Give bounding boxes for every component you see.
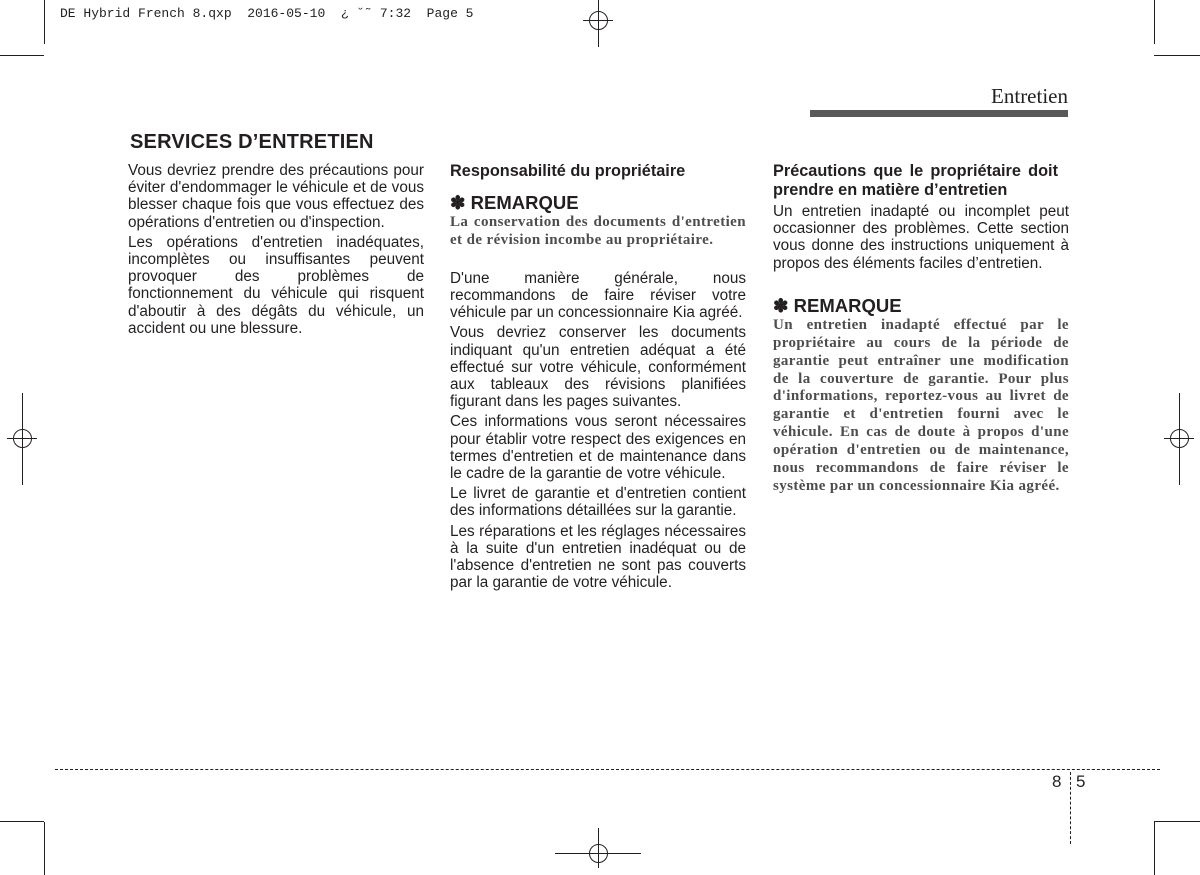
registration-line bbox=[598, 828, 599, 838]
paragraph: Un entretien inadapté ou incomplet peut occasionner des problèmes. Cette section vous donne des instructions uniquement à propos des éléments faciles d’entretien. bbox=[773, 203, 1069, 272]
crop-mark bbox=[44, 822, 45, 875]
section-title: SERVICES D’ENTRETIEN bbox=[130, 131, 374, 153]
registration-line bbox=[598, 0, 599, 5]
column-3 bbox=[773, 162, 1069, 496]
header-bar bbox=[810, 110, 1068, 117]
column-heading: Précautions que le propriétaire doit prendre en matière d’entretien bbox=[773, 162, 1058, 199]
paragraph: Les opérations d'entretien inadéquates, incomplètes ou insuffisantes peuvent provoquer des problèmes de fonctionnement du véhicule qui risquent d'aboutir à des dégâts du véhicule, un accident ou une blessure. bbox=[128, 233, 424, 337]
print-slug: DE Hybrid French 8.qxp 2016-05-10 ¿ ˘˜ 7:32 Page 5 bbox=[60, 6, 474, 21]
column-2 bbox=[450, 162, 746, 594]
paragraph: Le livret de garantie et d'entretien contient des informations détaillées sur la garantie. bbox=[450, 485, 746, 520]
registration-line bbox=[598, 35, 599, 47]
crop-mark bbox=[1154, 55, 1200, 56]
registration-mark-icon bbox=[7, 423, 37, 453]
paragraph: D'une manière générale, nous recommandons de faire réviser votre véhicule par un concessionnaire Kia agréé. bbox=[450, 269, 746, 322]
footer-rule bbox=[55, 769, 1160, 770]
crop-mark bbox=[1154, 0, 1155, 44]
registration-line bbox=[22, 393, 23, 423]
crop-mark bbox=[44, 0, 45, 44]
remark-title: ✽ REMARQUE bbox=[450, 192, 579, 213]
column-heading: Responsabilité du propriétaire bbox=[450, 162, 686, 180]
remark-text: Un entretien inadapté effectué par le propriétaire au cours de la période de garantie peut entraîner une modification de la couverture de garantie. Pour plus d'informations, reportez-vous au livret de garantie et d'entretien fourni avec le véhicule. En cas de doute à propos d'une opération d'entretien ou de maintenance, nous recommandons de faire réviser le système par un concessionnaire Kia agréé. bbox=[773, 316, 1069, 494]
registration-line bbox=[1179, 393, 1180, 423]
crop-mark bbox=[1154, 822, 1155, 875]
registration-mark-icon bbox=[583, 838, 613, 868]
remark-title: ✽ REMARQUE bbox=[773, 294, 902, 316]
remark-text: La conservation des documents d'entretien et de révision incombe au propriétaire. bbox=[450, 214, 746, 248]
registration-mark-icon bbox=[1164, 423, 1194, 453]
column-1 bbox=[128, 162, 424, 340]
registration-line bbox=[613, 853, 641, 854]
registration-line bbox=[555, 853, 583, 854]
paragraph: Vous devriez conserver les documents indiquant qu'un entretien adéquat a été effectué sur votre véhicule, conformément aux tableaux des révisions planifiées figurant dans les pages suivantes. bbox=[450, 324, 746, 411]
registration-line bbox=[22, 453, 23, 485]
paragraph: Les réparations et les réglages nécessaires à la suite d'un entretien inadéquat ou de l'absence d'entretien ne sont pas couverts par la garantie de votre véhicule. bbox=[450, 522, 746, 592]
crop-mark bbox=[0, 55, 44, 56]
crop-mark bbox=[0, 821, 44, 822]
registration-line bbox=[1179, 453, 1180, 485]
chapter-number: 8 bbox=[1052, 772, 1062, 791]
page-number-separator bbox=[1070, 772, 1071, 844]
crop-mark bbox=[1154, 821, 1200, 822]
registration-mark-icon bbox=[583, 5, 613, 35]
paragraph: Ces informations vous seront nécessaires pour établir votre respect des exigences en termes d'entretien et de maintenance dans le cadre de la garantie de votre véhicule. bbox=[450, 413, 746, 483]
page-number: 5 bbox=[1076, 772, 1086, 791]
paragraph: Vous devriez prendre des précautions pour éviter d'endommager le véhicule et de vous blesser chaque fois que vous effectuez des opérations d'entretien ou d'inspection. bbox=[128, 162, 424, 231]
running-header: Entretien bbox=[991, 84, 1068, 108]
